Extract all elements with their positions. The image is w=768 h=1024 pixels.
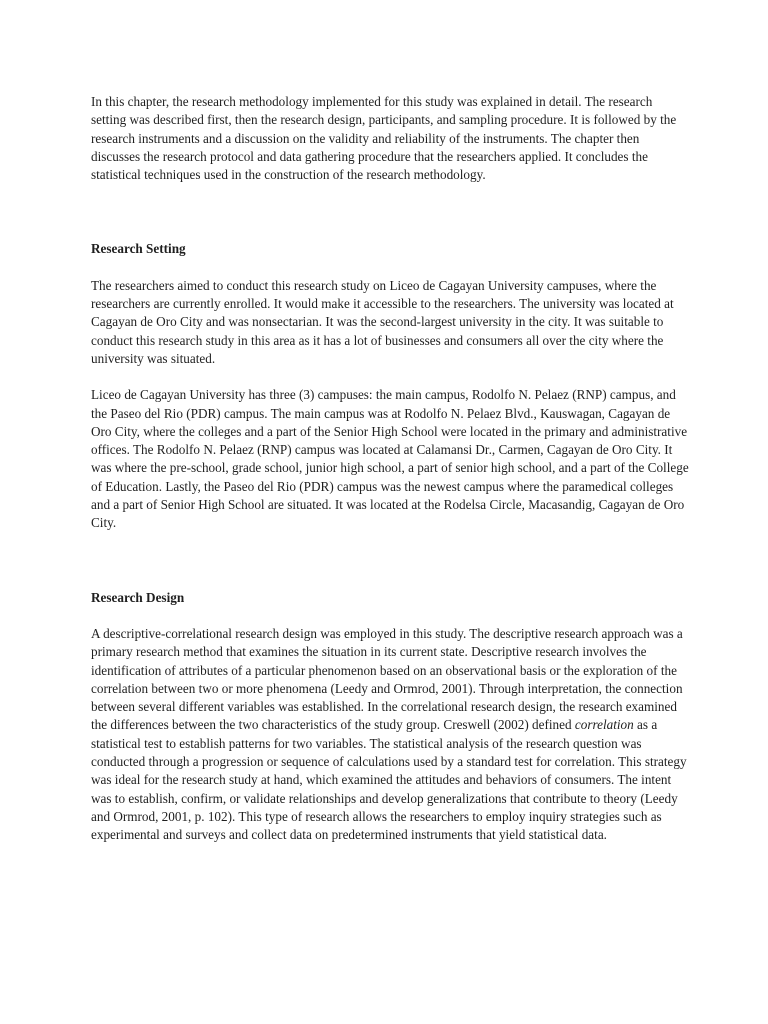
document-body — [91, 93, 689, 845]
research-design-paragraph — [91, 625, 689, 845]
intro-paragraph: In this chapter, the research methodology implemented for this study was explained in detail. The research setting was described first, then the research design, participants, and sampling procedure. It is followed by the research instruments and a discussion on the validity and reliability of the instruments. The chapter then discusses the research protocol and data gathering procedure that the researchers applied. It concludes the statistical techniques used in the construction of the research methodology. — [91, 94, 677, 183]
research-design-text-after: as a statistical test to establish patterns for two variables. The statistical analysis of the research question was conducted through a progression or sequence of calculations used by a standard test for correlation. This strategy was ideal for the research study at hand, which examined the attitudes and behaviors of consumers. The intent was to establish, confirm, or validate relationships and develop generalizations that contribute to theory (Leedy and Ormrod, 2001, p. 102). This type of research allows the researchers to employ inquiry strategies such as experimental and surveys and collect data on predetermined instruments that yield statistical data. — [91, 717, 687, 843]
section-heading-research-setting: Research Setting — [91, 241, 186, 257]
research-design-text-before: A descriptive-correlational research design was employed in this study. The descriptive research approach was a primary research method that examines the situation in its current state. Descriptive research involves the identification of attributes of a particular phenomenon based on an observational basis or the exploration of the correlation between two or more phenomena (Leedy and Ormrod, 2001). Through interpretation, the connection between several different variables was established. In the correlational research design, the research examined the differences between the two characteristics of the study group. Creswell (2002) defined — [91, 625, 683, 733]
italic-term-correlation: correlation — [574, 717, 634, 733]
section-heading-research-design: Research Design — [91, 589, 185, 605]
research-setting-paragraph-2: Liceo de Cagayan University has three (3) campuses: the main campus, Rodolfo N. Pelaez (RNP) campus, and the Paseo del Rio (PDR) campus. The main campus was at Rodolfo N. Pelaez Blvd., Kauswagan, Cagayan de Oro City, where the colleges and a part of the Senior High School were located in the primary and administrative offices. The Rodolfo N. Pelaez (RNP) campus was located at Calamansi Dr., Carmen, Cagayan de Oro City. It was where the pre-school, grade school, junior high school, a part of senior high school, and a part of the College of Education. Lastly, the Paseo del Rio (PDR) campus was the newest campus where the paramedical colleges and a part of Senior High School are situated. It was located at the Rodelsa Circle, Macasandig, Cagayan de Oro City. — [91, 387, 689, 531]
research-setting-paragraph-1: The researchers aimed to conduct this research study on Liceo de Cagayan University campuses, where the researchers are currently enrolled. It would make it accessible to the researchers. The university was located at Cagayan de Oro City and was nonsectarian. It was the second-largest university in the city. It was suitable to conduct this research study in this area as it has a lot of businesses and consumers all over the city where the university was situated. — [91, 277, 674, 366]
